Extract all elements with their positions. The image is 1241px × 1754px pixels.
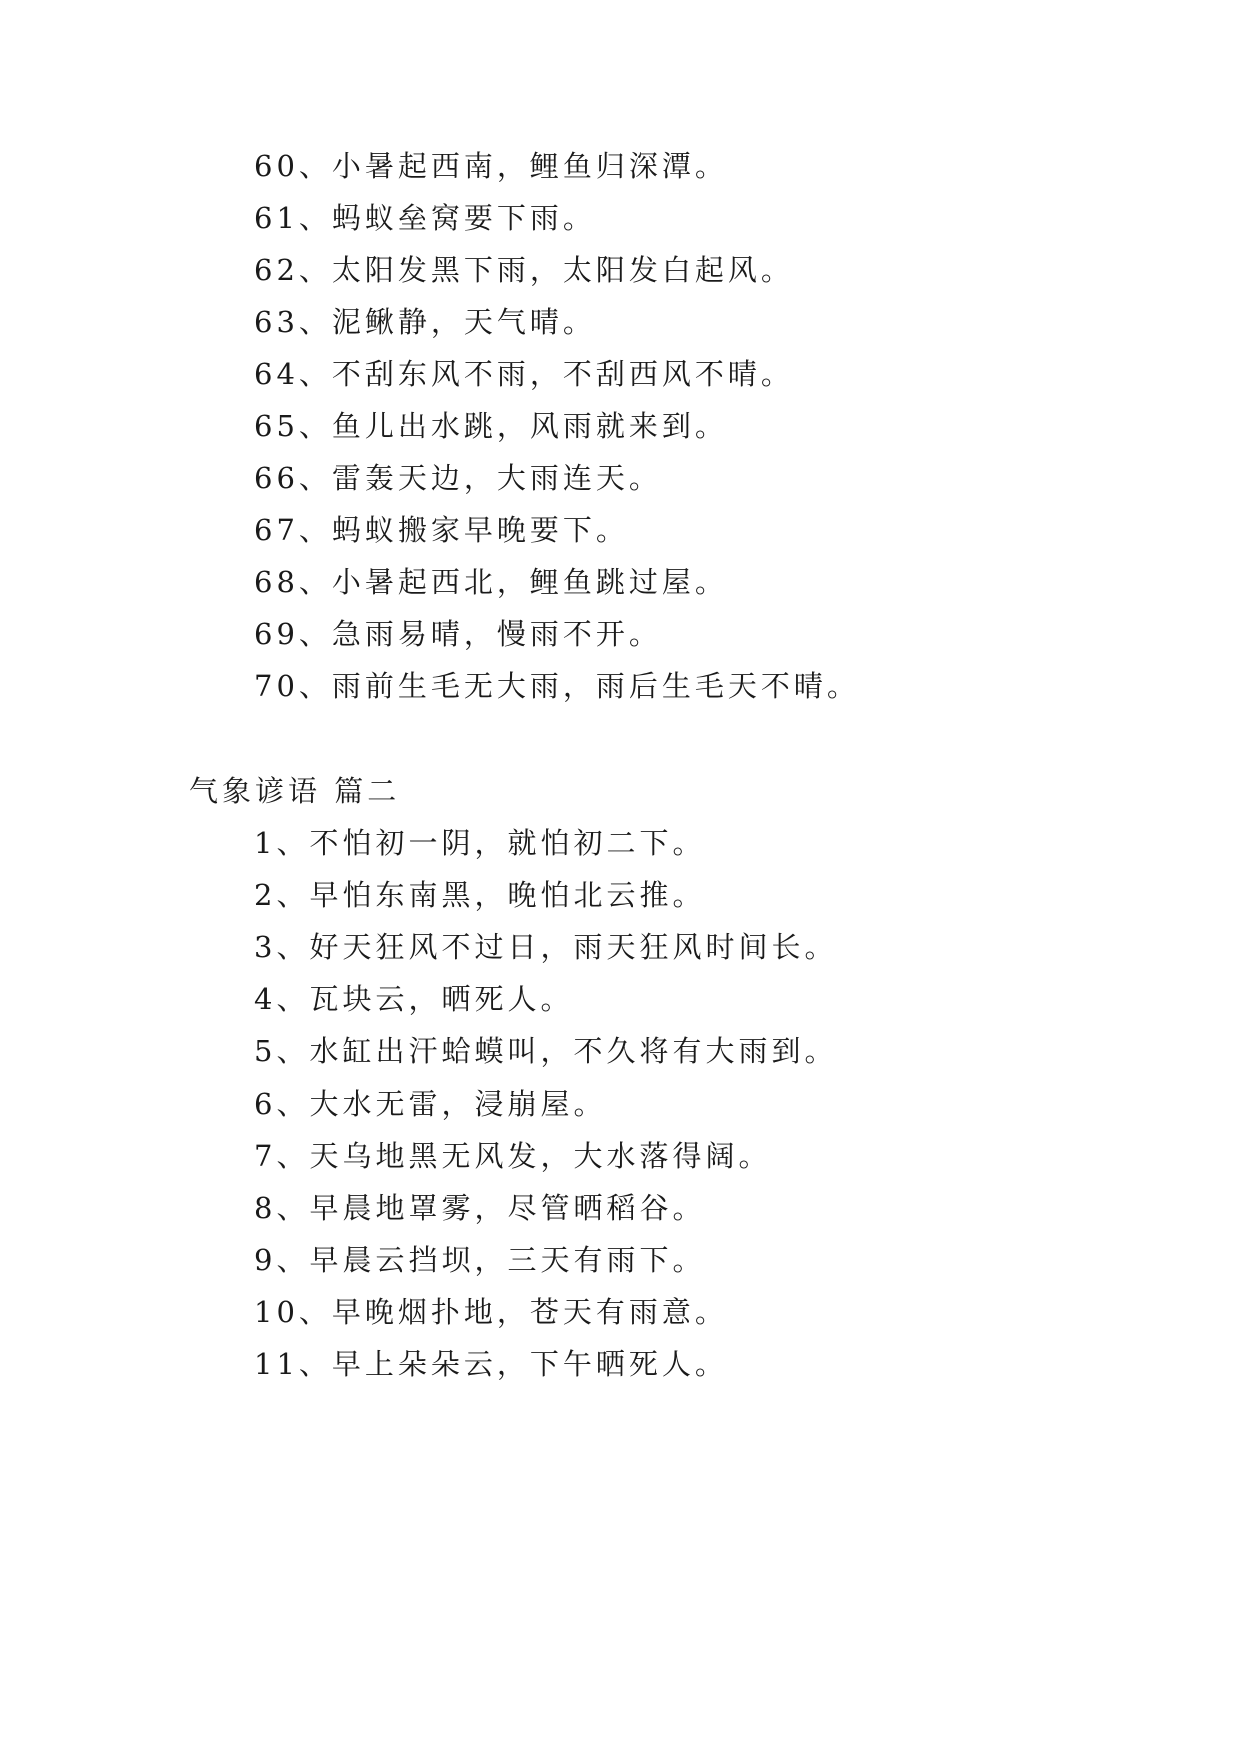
proverb-item-64: 64、不刮东风不雨，不刮西风不晴。 <box>254 357 794 391</box>
proverb-item-62: 62、太阳发黑下雨，太阳发白起风。 <box>254 253 794 287</box>
proverb-item-65: 65、鱼儿出水跳，风雨就来到。 <box>254 409 728 443</box>
proverb-item-3: 3、好天狂风不过日，雨天狂风时间长。 <box>254 930 838 964</box>
proverb-item-67: 67、蚂蚁搬家早晚要下。 <box>254 513 629 547</box>
proverb-item-66: 66、雷轰天边，大雨连天。 <box>254 461 662 495</box>
proverb-item-1: 1、不怕初一阴，就怕初二下。 <box>254 826 706 860</box>
proverb-item-11: 11、早上朵朵云，下午晒死人。 <box>254 1347 728 1381</box>
proverb-item-61: 61、蚂蚁垒窝要下雨。 <box>254 201 596 235</box>
proverb-item-9: 9、早晨云挡坝，三天有雨下。 <box>254 1243 706 1277</box>
proverb-item-6: 6、大水无雷，浸崩屋。 <box>254 1087 607 1121</box>
proverb-item-60: 60、小暑起西南，鲤鱼归深潭。 <box>254 149 728 183</box>
proverb-item-5: 5、水缸出汗蛤蟆叫，不久将有大雨到。 <box>254 1034 838 1068</box>
proverb-item-63: 63、泥鳅静，天气晴。 <box>254 305 596 339</box>
proverb-item-7: 7、天乌地黑无风发，大水落得阔。 <box>254 1139 772 1173</box>
proverb-item-2: 2、早怕东南黑，晚怕北云推。 <box>254 878 706 912</box>
proverb-item-68: 68、小暑起西北，鲤鱼跳过屋。 <box>254 565 728 599</box>
proverb-item-8: 8、早晨地罩雾，尽管晒稻谷。 <box>254 1191 706 1225</box>
proverb-item-69: 69、急雨易晴，慢雨不开。 <box>254 617 662 651</box>
section-heading: 气象谚语 篇二 <box>189 774 401 808</box>
proverb-item-70: 70、雨前生毛无大雨，雨后生毛天不晴。 <box>254 669 860 703</box>
proverb-item-10: 10、早晚烟扑地，苍天有雨意。 <box>254 1295 728 1329</box>
proverb-item-4: 4、瓦块云，晒死人。 <box>254 982 574 1016</box>
